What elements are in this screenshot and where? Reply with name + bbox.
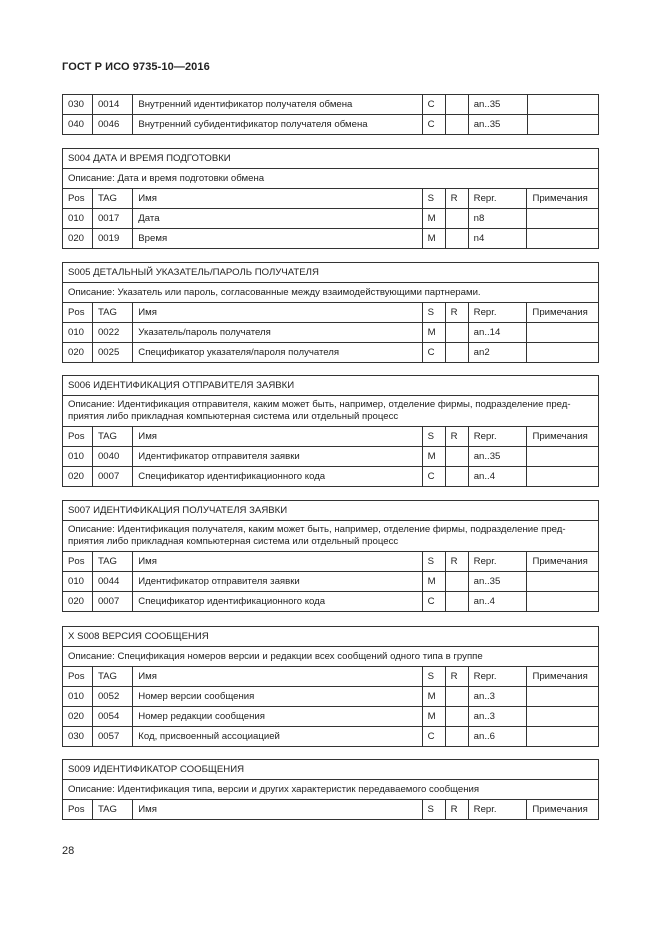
cell-tag: 0022 xyxy=(92,323,132,343)
cell-name: Код, присвоенный ассоциацией xyxy=(133,727,422,747)
cell-pos: 020 xyxy=(63,467,93,487)
column-header-notes: Примечания xyxy=(527,667,599,687)
cell-representation: n8 xyxy=(468,209,527,229)
cell-tag: 0054 xyxy=(92,707,132,727)
column-header-pos: Pos xyxy=(63,427,93,447)
cell-status: C xyxy=(422,343,445,363)
cell-pos: 010 xyxy=(63,687,93,707)
column-header-row xyxy=(63,303,599,323)
column-header-s: S xyxy=(422,189,445,209)
cell-notes xyxy=(527,229,599,249)
table-row xyxy=(63,343,599,363)
cell-notes xyxy=(527,727,599,747)
column-header-name: Имя xyxy=(133,552,422,572)
cell-repeat xyxy=(445,229,468,249)
column-header-repr: Repr. xyxy=(468,667,527,687)
column-header-name: Имя xyxy=(133,667,422,687)
cell-representation: an..14 xyxy=(468,323,527,343)
column-header-pos: Pos xyxy=(63,303,93,323)
segment-description xyxy=(63,521,599,552)
column-header-tag: TAG xyxy=(92,552,132,572)
cell-name: Спецификатор идентификационного кода xyxy=(133,592,422,612)
cell-representation: an..4 xyxy=(468,467,527,487)
column-header-notes: Примечания xyxy=(527,427,599,447)
column-header-name: Имя xyxy=(133,800,422,820)
column-header-pos: Pos xyxy=(63,189,93,209)
table-row xyxy=(63,707,599,727)
cell-notes xyxy=(527,323,599,343)
column-header-row xyxy=(63,189,599,209)
cell-tag: 0057 xyxy=(92,727,132,747)
column-header-row xyxy=(63,667,599,687)
cell-pos: 010 xyxy=(63,209,93,229)
cell-tag: 0017 xyxy=(92,209,132,229)
description-line: приятия либо прикладная компьютерная система или отдельный процесс xyxy=(68,536,399,547)
page-number: 28 xyxy=(62,845,75,857)
table-row xyxy=(63,209,599,229)
column-header-s: S xyxy=(422,800,445,820)
table-row xyxy=(63,229,599,249)
cell-status: M xyxy=(422,323,445,343)
column-header-tag: TAG xyxy=(92,667,132,687)
segment-s008-table xyxy=(62,626,599,747)
cell-pos: 020 xyxy=(63,707,93,727)
column-header-row xyxy=(63,800,599,820)
cell-notes xyxy=(527,467,599,487)
cell-representation: an..3 xyxy=(468,687,527,707)
cell-status: C xyxy=(422,467,445,487)
cell-repeat xyxy=(445,687,468,707)
column-header-name: Имя xyxy=(133,427,422,447)
table-row xyxy=(63,115,599,135)
segment-title: X S008 ВЕРСИЯ СООБЩЕНИЯ xyxy=(63,627,599,647)
cell-pos: 010 xyxy=(63,447,93,467)
column-header-tag: TAG xyxy=(92,800,132,820)
segment-s009-table xyxy=(62,759,599,820)
column-header-pos: Pos xyxy=(63,667,93,687)
cell-pos: 030 xyxy=(63,95,93,115)
segment-description: Описание: Спецификация номеров версии и редакции всех сообщений одного типа в группе xyxy=(63,647,599,667)
column-header-repr: Repr. xyxy=(468,303,527,323)
column-header-name: Имя xyxy=(133,189,422,209)
column-header-notes: Примечания xyxy=(527,189,599,209)
segment-description: Описание: Дата и время подготовки обмена xyxy=(63,169,599,189)
column-header-repr: Repr. xyxy=(468,800,527,820)
column-header-pos: Pos xyxy=(63,552,93,572)
column-header-r: R xyxy=(445,800,468,820)
column-header-notes: Примечания xyxy=(527,303,599,323)
cell-status: M xyxy=(422,447,445,467)
cell-representation: an..35 xyxy=(468,572,527,592)
cell-representation: n4 xyxy=(468,229,527,249)
cell-name: Спецификатор идентификационного кода xyxy=(133,467,422,487)
column-header-s: S xyxy=(422,427,445,447)
cell-name: Указатель/пароль получателя xyxy=(133,323,422,343)
cell-name: Номер редакции сообщения xyxy=(133,707,422,727)
cell-pos: 020 xyxy=(63,343,93,363)
table-row xyxy=(63,687,599,707)
cell-status: C xyxy=(422,95,445,115)
cell-representation: an..35 xyxy=(468,115,527,135)
cell-name: Дата xyxy=(133,209,422,229)
column-header-name: Имя xyxy=(133,303,422,323)
column-header-row xyxy=(63,427,599,447)
cell-repeat xyxy=(445,95,468,115)
column-header-repr: Repr. xyxy=(468,427,527,447)
cell-pos: 030 xyxy=(63,727,93,747)
column-header-s: S xyxy=(422,303,445,323)
table-row xyxy=(63,323,599,343)
cell-repeat xyxy=(445,572,468,592)
cell-notes xyxy=(527,447,599,467)
cell-tag: 0040 xyxy=(92,447,132,467)
cell-representation: an..4 xyxy=(468,592,527,612)
column-header-r: R xyxy=(445,667,468,687)
column-header-notes: Примечания xyxy=(527,800,599,820)
cell-repeat xyxy=(445,343,468,363)
segment-title: S004 ДАТА И ВРЕМЯ ПОДГОТОВКИ xyxy=(63,149,599,169)
cell-name: Идентификатор отправителя заявки xyxy=(133,572,422,592)
column-header-r: R xyxy=(445,303,468,323)
cell-notes xyxy=(527,209,599,229)
table-row xyxy=(63,592,599,612)
cell-tag: 0044 xyxy=(92,572,132,592)
cell-tag: 0046 xyxy=(92,115,132,135)
cell-pos: 010 xyxy=(63,323,93,343)
cell-tag: 0052 xyxy=(92,687,132,707)
segment-continuation-table xyxy=(62,94,599,135)
segment-s006-table xyxy=(62,375,599,487)
segment-description xyxy=(63,396,599,427)
segment-s005-table xyxy=(62,262,599,363)
cell-repeat xyxy=(445,115,468,135)
cell-tag: 0025 xyxy=(92,343,132,363)
description-line: приятия либо прикладная компьютерная система или отдельный процесс xyxy=(68,411,399,422)
cell-name: Номер версии сообщения xyxy=(133,687,422,707)
table-row xyxy=(63,727,599,747)
cell-repeat xyxy=(445,323,468,343)
cell-name: Спецификатор указателя/пароля получателя xyxy=(133,343,422,363)
column-header-s: S xyxy=(422,552,445,572)
cell-notes xyxy=(527,95,599,115)
column-header-repr: Repr. xyxy=(468,189,527,209)
cell-repeat xyxy=(445,727,468,747)
column-header-repr: Repr. xyxy=(468,552,527,572)
column-header-s: S xyxy=(422,667,445,687)
cell-status: C xyxy=(422,115,445,135)
cell-notes xyxy=(527,343,599,363)
cell-notes xyxy=(527,592,599,612)
cell-name: Внутренний идентификатор получателя обмена xyxy=(133,95,422,115)
cell-status: M xyxy=(422,209,445,229)
cell-name: Внутренний субидентификатор получателя обмена xyxy=(133,115,422,135)
cell-pos: 010 xyxy=(63,572,93,592)
segment-s004-table xyxy=(62,148,599,249)
segment-description: Описание: Указатель или пароль, согласованные между взаимодействующими партнерами. xyxy=(63,283,599,303)
segment-title: S006 ИДЕНТИФИКАЦИЯ ОТПРАВИТЕЛЯ ЗАЯВКИ xyxy=(63,376,599,396)
table-row xyxy=(63,572,599,592)
cell-tag: 0019 xyxy=(92,229,132,249)
cell-representation: an2 xyxy=(468,343,527,363)
cell-tag: 0007 xyxy=(92,592,132,612)
table-row xyxy=(63,447,599,467)
cell-name: Идентификатор отправителя заявки xyxy=(133,447,422,467)
cell-notes xyxy=(527,115,599,135)
cell-pos: 020 xyxy=(63,592,93,612)
document-title: ГОСТ Р ИСО 9735-10—2016 xyxy=(62,61,210,73)
description-line: Описание: Идентификация получателя, каким может быть, например, отделение фирмы, подразделение пред- xyxy=(68,524,566,535)
column-header-tag: TAG xyxy=(92,427,132,447)
cell-repeat xyxy=(445,447,468,467)
column-header-pos: Pos xyxy=(63,800,93,820)
cell-pos: 040 xyxy=(63,115,93,135)
cell-repeat xyxy=(445,592,468,612)
cell-notes xyxy=(527,572,599,592)
cell-representation: an..35 xyxy=(468,447,527,467)
cell-repeat xyxy=(445,209,468,229)
cell-representation: an..6 xyxy=(468,727,527,747)
column-header-r: R xyxy=(445,189,468,209)
segment-title: S005 ДЕТАЛЬНЫЙ УКАЗАТЕЛЬ/ПАРОЛЬ ПОЛУЧАТЕЛЯ xyxy=(63,263,599,283)
cell-representation: an..3 xyxy=(468,707,527,727)
cell-repeat xyxy=(445,707,468,727)
cell-status: M xyxy=(422,572,445,592)
column-header-r: R xyxy=(445,427,468,447)
segment-title: S007 ИДЕНТИФИКАЦИЯ ПОЛУЧАТЕЛЯ ЗАЯВКИ xyxy=(63,501,599,521)
cell-repeat xyxy=(445,467,468,487)
cell-notes xyxy=(527,687,599,707)
table-row xyxy=(63,95,599,115)
cell-notes xyxy=(527,707,599,727)
cell-status: M xyxy=(422,707,445,727)
segment-description: Описание: Идентификация типа, версии и других характеристик передаваемого сообщения xyxy=(63,780,599,800)
cell-pos: 020 xyxy=(63,229,93,249)
column-header-r: R xyxy=(445,552,468,572)
cell-status: M xyxy=(422,229,445,249)
description-line: Описание: Идентификация отправителя, каким может быть, например, отделение фирмы, подразделение пред- xyxy=(68,399,571,410)
rows xyxy=(63,95,599,135)
table-row xyxy=(63,467,599,487)
column-header-tag: TAG xyxy=(92,189,132,209)
cell-status: M xyxy=(422,687,445,707)
cell-representation: an..35 xyxy=(468,95,527,115)
cell-status: C xyxy=(422,592,445,612)
cell-tag: 0014 xyxy=(92,95,132,115)
column-header-row xyxy=(63,552,599,572)
cell-tag: 0007 xyxy=(92,467,132,487)
segment-s007-table xyxy=(62,500,599,612)
cell-status: C xyxy=(422,727,445,747)
cell-name: Время xyxy=(133,229,422,249)
column-header-notes: Примечания xyxy=(527,552,599,572)
column-header-tag: TAG xyxy=(92,303,132,323)
segment-title: S009 ИДЕНТИФИКАТОР СООБЩЕНИЯ xyxy=(63,760,599,780)
